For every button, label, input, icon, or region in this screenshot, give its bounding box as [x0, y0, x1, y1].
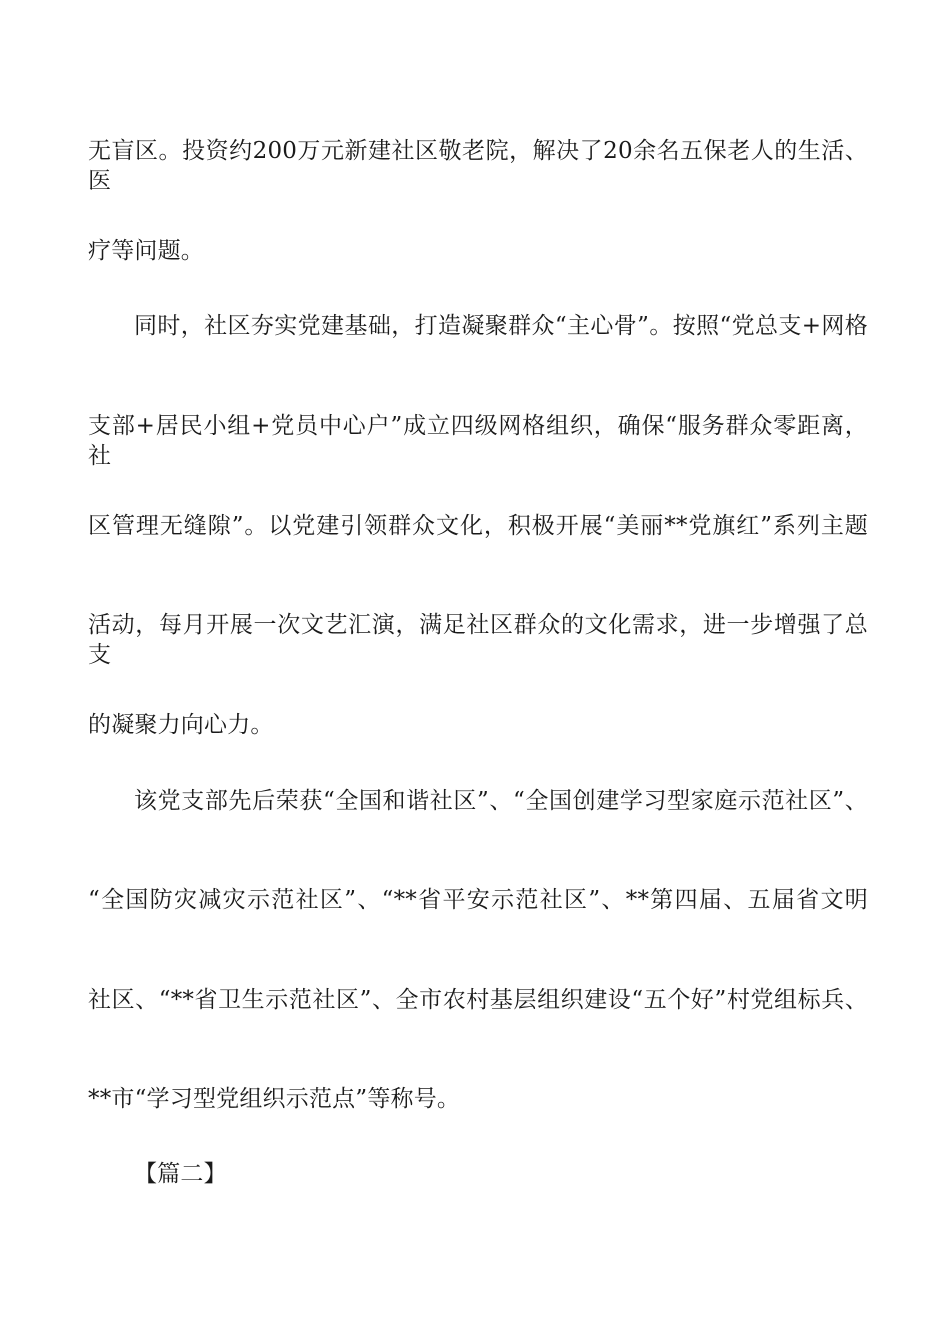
- text-line: **市“学习型党组织示范点”等称号。: [88, 1086, 461, 1112]
- text-line: 无盲区。投资约200万元新建社区敬老院，解决了20余名五保老人的生活、医: [88, 138, 868, 194]
- paragraph-start-line: 该党支部先后荣获“全国和谐社区”、“全国创建学习型家庭示范社区”、: [134, 788, 868, 814]
- text-line: 的凝聚力向心力。: [88, 712, 274, 738]
- text-line: “全国防灾减灾示范社区”、“**省平安示范社区”、**第四届、五届省文明: [88, 887, 868, 913]
- text-line: 支部+居民小组+党员中心户”成立四级网格组织，确保“服务群众零距离，社: [88, 413, 868, 469]
- text-line: 疗等问题。: [88, 238, 204, 264]
- text-line: 区管理无缝隙”。以党建引领群众文化，积极开展“美丽**党旗红”系列主题: [88, 513, 868, 539]
- text-line: 社区、“**省卫生示范社区”、全市农村基层组织建设“五个好”村党组标兵、: [88, 987, 868, 1013]
- text-line: 活动，每月开展一次文艺汇演，满足社区群众的文化需求，进一步增强了总支: [88, 612, 868, 668]
- section-heading: 【篇二】: [134, 1161, 227, 1187]
- paragraph-start-line: 同时，社区夯实党建基础，打造凝聚群众“主心骨”。按照“党总支+网格: [134, 313, 868, 339]
